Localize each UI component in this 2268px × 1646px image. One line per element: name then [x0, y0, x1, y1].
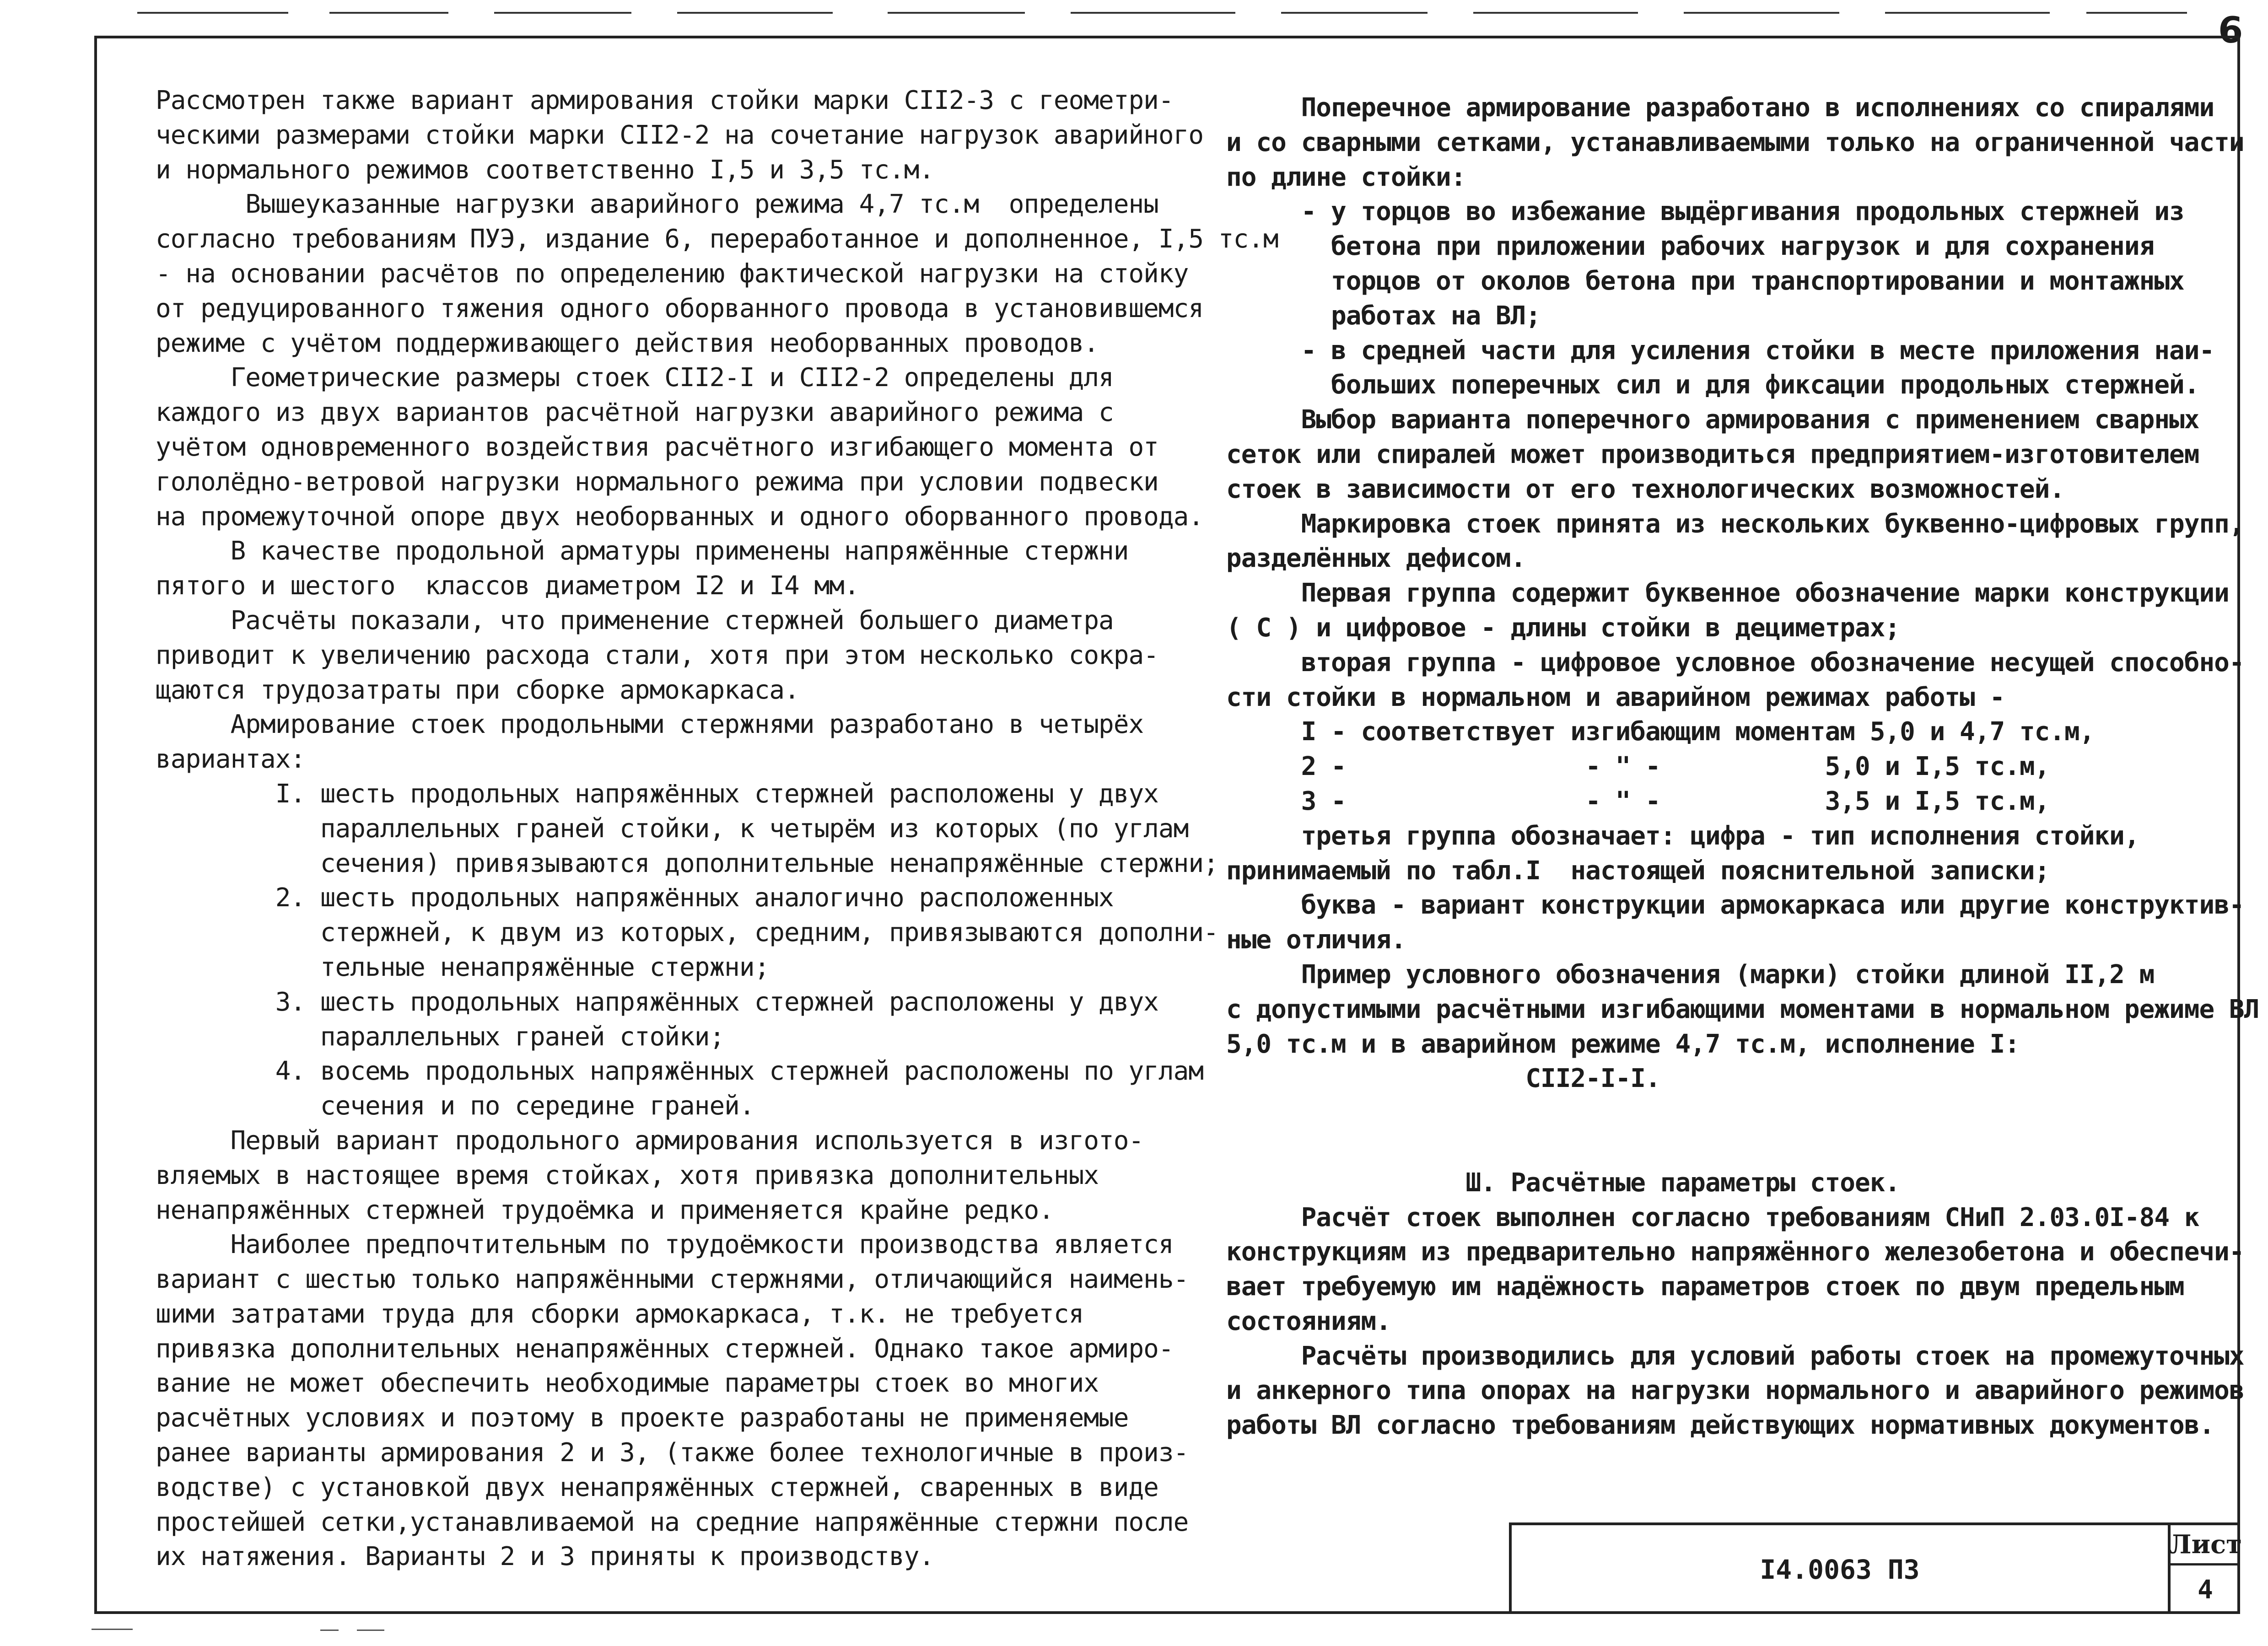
text-line: Пример условного обозначения (марки) стойки длиной II,2 м	[1226, 959, 2155, 990]
text-line: учётом одновременного воздействия расчётного изгибающего момента от	[156, 432, 1158, 462]
text-line: Маркировка стоек принята из нескольких буквенно-цифровых групп,	[1226, 509, 2244, 539]
scan-mark	[320, 1630, 339, 1631]
text-line: 3. шесть продольных напряжённых стержней расположены у двух	[156, 987, 1158, 1017]
scan-mark	[357, 1630, 384, 1631]
text-line: Расчёт стоек выполнен согласно требованиям СНиП 2.03.0I-84 к	[1226, 1202, 2199, 1232]
top-dashed-rule	[494, 12, 631, 14]
text-line: конструкциям из предварительно напряжённого железобетона и обеспечи-	[1226, 1237, 2244, 1267]
text-line: больших поперечных сил и для фиксации продольных стержней.	[1226, 370, 2199, 400]
top-dashed-rule	[1885, 12, 2050, 14]
text-line: расчётных условиях и поэтому в проекте разработаны не применяемые	[156, 1403, 1129, 1433]
text-line: ранее варианты армирования 2 и 3, (также более технологичные в произ-	[156, 1438, 1189, 1468]
text-line: работы ВЛ согласно требованиям действующих нормативных документов.	[1226, 1410, 2214, 1441]
text-line: с допустимыми расчётными изгибающими моментами в нормальном режиме ВЛ	[1226, 994, 2259, 1024]
text-line: СII2-I-I.	[1226, 1064, 1660, 1094]
text-line: Первый вариант продольного армирования используется в изгото-	[156, 1125, 1144, 1156]
page-number: 6	[2218, 10, 2243, 51]
text-line: ( С ) и цифровое - длины стойки в дециметрах;	[1226, 613, 1900, 643]
text-line: вариант с шестью только напряжёнными стержнями, отличающийся наимень-	[156, 1264, 1189, 1295]
text-line: разделённых дефисом.	[1226, 543, 1526, 574]
text-line: - у торцов во избежание выдёргивания продольных стержней из	[1226, 197, 2184, 227]
text-line: Выбор варианта поперечного армирования с применением сварных	[1226, 405, 2199, 435]
text-line: сти стойки в нормальном и аварийном режимах работы -	[1226, 682, 2005, 712]
top-dashed-rule	[1281, 12, 1428, 14]
text-line: ческими размерами стойки марки СII2-2 на сочетание нагрузок аварийного	[156, 120, 1204, 150]
document-code: I4.0063 ПЗ	[1509, 1522, 2168, 1614]
text-line: гололёдно-ветровой нагрузки нормального режима при условии подвески	[156, 467, 1158, 497]
text-line: параллельных граней стойки, к четырём из которых (по углам	[156, 813, 1189, 844]
text-line: сеток или спиралей может производиться предприятием-изготовителем	[1226, 439, 2199, 469]
sheet-label: Лист	[2171, 1525, 2240, 1565]
text-line: 5,0 тс.м и в аварийном режиме 4,7 тс.м, исполнение I:	[1226, 1029, 2020, 1059]
top-dashed-rule	[329, 12, 448, 14]
text-line: вторая группа - цифровое условное обозначение несущей способно-	[1226, 647, 2244, 678]
sheet-number: 4	[2198, 1575, 2213, 1605]
text-line: Поперечное армирование разработано в исполнениях со спиралями	[1226, 93, 2214, 123]
text-line: Расчёты показали, что применение стержней большего диаметра	[156, 605, 1114, 635]
text-line: водстве) с установкой двух ненапряжённых стержней, сваренных в виде	[156, 1472, 1158, 1502]
text-line: работах на ВЛ;	[1226, 301, 1541, 331]
text-line: Вышеуказанные нагрузки аварийного режима 4,7 тс.м определены	[156, 189, 1158, 220]
text-line: бетона при приложении рабочих нагрузок и для сохранения	[1226, 231, 2155, 262]
text-line: торцов от околов бетона при транспортировании и монтажных	[1226, 266, 2184, 296]
text-line	[1226, 1096, 2259, 1131]
text-line: сечения и по середине граней.	[156, 1091, 754, 1121]
text-line: 3 - - " - 3,5 и I,5 тс.м,	[1226, 786, 2050, 816]
text-line: от редуцированного тяжения одного оборванного провода в установившемся	[156, 293, 1204, 323]
right-text-column	[1226, 91, 2259, 1443]
text-line: шими затратами труда для сборки армокаркаса, т.к. не требуется	[156, 1299, 1084, 1329]
text-line: I - соответствует изгибающим моментам 5,0 и 4,7 тс.м,	[1226, 717, 2095, 747]
text-line: их натяжения. Варианты 2 и 3 приняты к производству.	[156, 1542, 934, 1572]
top-dashed-rule	[137, 12, 288, 14]
text-line: I. шесть продольных напряжённых стержней расположены у двух	[156, 779, 1158, 809]
text-line: В качестве продольной арматуры применены напряжённые стержни	[156, 536, 1129, 566]
text-line: Геометрические размеры стоек СII2-I и СII2-2 определены для	[156, 363, 1114, 393]
text-line: Ш. Расчётные параметры стоек.	[1226, 1167, 1900, 1198]
text-line: принимаемый по табл.I настоящей пояснительной записки;	[1226, 855, 2050, 886]
text-line: третья группа обозначает: цифра - тип исполнения стойки,	[1226, 821, 2139, 851]
text-line: простейшей сетки,устанавливаемой на средние напряжённые стержни после	[156, 1507, 1189, 1537]
text-line: 2. шесть продольных напряжённых аналогично расположенных	[156, 883, 1114, 913]
text-line: состояниям.	[1226, 1306, 1391, 1336]
left-text-column	[156, 83, 1278, 1574]
top-dashed-rule	[2086, 12, 2187, 14]
text-line: вание не может обеспечить необходимые параметры стоек во многих	[156, 1368, 1099, 1399]
text-line: стоек в зависимости от его технологических возможностей.	[1226, 474, 2065, 504]
text-line: Расчёты производились для условий работы стоек на промежуточных	[1226, 1341, 2244, 1371]
sheet-cell	[2168, 1522, 2240, 1614]
text-line: и анкерного типа опорах на нагрузки нормального и аварийного режимов	[1226, 1376, 2244, 1406]
text-line: по длине стойки:	[1226, 162, 1466, 192]
text-line: вает требуемую им надёжность параметров стоек по двум предельным	[1226, 1272, 2184, 1302]
top-dashed-rule	[888, 12, 1025, 14]
text-line: вляемых в настоящее время стойках, хотя привязка дополнительных	[156, 1160, 1099, 1190]
text-line: щаются трудозатраты при сборке армокаркаса.	[156, 675, 799, 705]
text-line: 2 - - " - 5,0 и I,5 тс.м,	[1226, 752, 2050, 782]
text-line: Первая группа содержит буквенное обозначение марки конструкции	[1226, 578, 2229, 608]
top-dashed-rule	[677, 12, 833, 14]
top-dashed-rule	[1684, 12, 1839, 14]
text-line: Рассмотрен также вариант армирования стойки марки СII2-3 с геометри-	[156, 86, 1174, 115]
text-line: и нормального режимов соответственно I,5 и 3,5 тс.м.	[156, 155, 934, 185]
text-line: пятого и шестого классов диаметром I2 и I4 мм.	[156, 571, 859, 601]
text-line: ненапряжённых стержней трудоёмка и применяется крайне редко.	[156, 1195, 1054, 1225]
top-dashed-rule	[1473, 12, 1638, 14]
text-line: стержней, к двум из которых, средним, привязываются дополни-	[156, 918, 1218, 948]
text-line: Наиболее предпочтительным по трудоёмкости производства является	[156, 1230, 1174, 1260]
text-line: параллельных граней стойки;	[156, 1022, 725, 1052]
text-line: сечения) привязываются дополнительные ненапряжённые стержни;	[156, 848, 1218, 878]
text-line	[1226, 1131, 2259, 1166]
text-line: согласно требованиям ПУЭ, издание 6, переработанное и дополненное, I,5 тс.м	[156, 224, 1278, 254]
text-line: - на основании расчётов по определению фактической нагрузки на стойку	[156, 258, 1189, 289]
text-line: и со сварными сетками, устанавливаемыми только на ограниченной части	[1226, 127, 2244, 157]
text-line: вариантах:	[156, 744, 306, 775]
text-line: на промежуточной опоре двух необорванных и одного оборванного провода.	[156, 501, 1204, 532]
text-line: Армирование стоек продольными стержнями разработано в четырёх	[156, 710, 1144, 740]
text-line: режиме с учётом поддерживающего действия необорванных проводов.	[156, 328, 1099, 358]
text-line: - в средней части для усиления стойки в месте приложения наи-	[1226, 335, 2214, 366]
text-line: буква - вариант конструкции армокаркаса или другие конструктив-	[1226, 890, 2244, 920]
scan-mark	[92, 1629, 133, 1630]
text-line: тельные ненапряжённые стержни;	[156, 952, 770, 982]
text-line: ные отличия.	[1226, 925, 1406, 955]
text-line: приводит к увеличению расхода стали, хотя при этом несколько сокра-	[156, 640, 1158, 670]
title-block	[1509, 1522, 2240, 1614]
text-line: привязка дополнительных ненапряжённых стержней. Однако такое армиро-	[156, 1334, 1174, 1364]
top-dashed-rule	[1071, 12, 1235, 14]
text-line: 4. восемь продольных напряжённых стержней расположены по углам	[156, 1056, 1204, 1087]
text-line: каждого из двух вариантов расчётной нагрузки аварийного режима с	[156, 398, 1114, 428]
